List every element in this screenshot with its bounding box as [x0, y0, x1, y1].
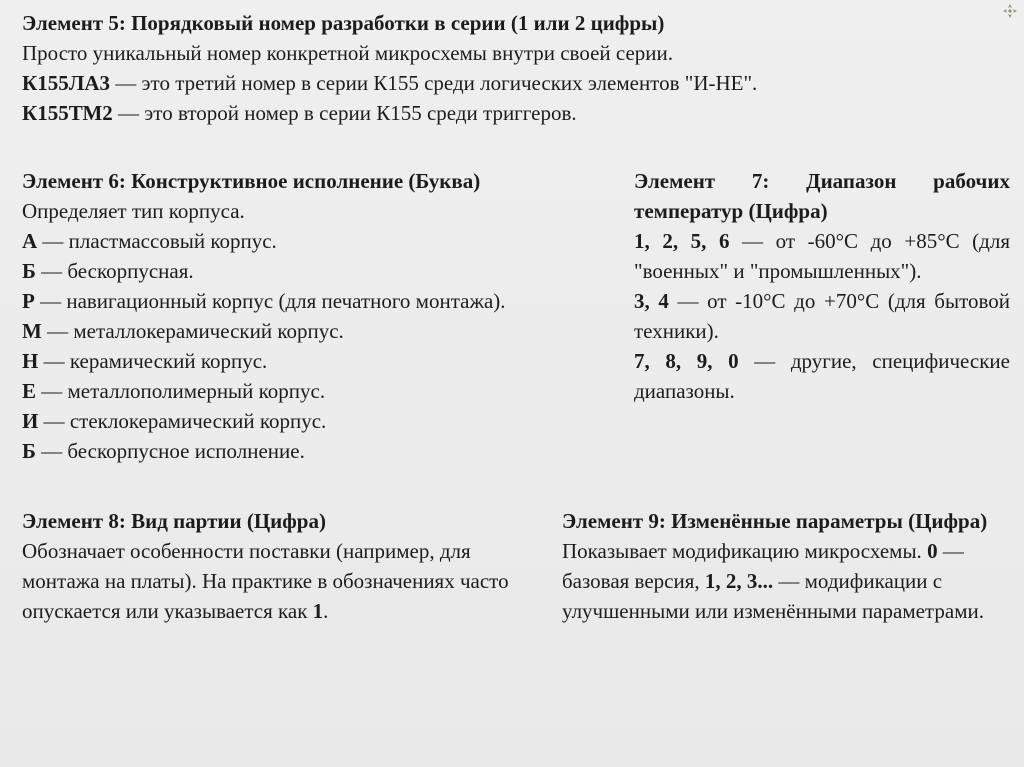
example-text: — это третий номер в серии К155 среди логических элементов "И-НЕ". [110, 71, 758, 95]
section-element-5 [22, 8, 1002, 128]
item-code: Б [22, 439, 36, 463]
item-code: 3, 4 [634, 289, 669, 313]
list-item [22, 256, 622, 286]
item-text: — бескорпусное исполнение. [35, 439, 305, 463]
section-description [22, 536, 542, 626]
item-text: — металлокерамический корпус. [41, 319, 344, 343]
section-description: Просто уникальный номер конкретной микросхемы внутри своей серии. [22, 41, 674, 65]
item-code: Р [22, 289, 35, 313]
description-code: 1 [312, 599, 324, 623]
section-title: Элемент 6: Конструктивное исполнение (Буква) [22, 169, 481, 193]
description-text: Показывает модификацию микросхемы. [562, 539, 928, 563]
example-line [22, 68, 1002, 98]
item-text: — от -10°C до +70°C (для бытовой техники). [634, 289, 1010, 343]
list-item [22, 376, 622, 406]
description-end: . [323, 599, 329, 623]
item-code: Б [22, 259, 36, 283]
description-text: Обозначает особенности поставки (например, для монтажа на платы). На практике в обозначениях часто опускается или указывается как [22, 539, 509, 623]
description-text: — базовая версия, [562, 539, 964, 593]
example-line [22, 98, 1002, 128]
example-code: К155ТМ2 [22, 101, 113, 125]
item-code: И [22, 409, 39, 433]
list-item [634, 226, 1010, 286]
section-description: Определяет тип корпуса. [22, 199, 245, 223]
item-code: М [22, 319, 42, 343]
item-text: — бескорпусная. [35, 259, 194, 283]
section-element-9 [562, 506, 1012, 626]
section-description [562, 536, 1012, 626]
item-code: А [22, 229, 38, 253]
example-code: К155ЛА3 [22, 71, 111, 95]
fleur-arrow-icon [1002, 3, 1018, 19]
item-text: — навигационный корпус (для печатного монтажа). [34, 289, 506, 313]
description-text: — модификации с улучшенными или изменёнными параметрами. [562, 569, 984, 623]
list-item [22, 316, 622, 346]
list-item [634, 286, 1010, 346]
section-element-8 [22, 506, 542, 626]
item-code: Е [22, 379, 37, 403]
list-item [22, 406, 622, 436]
example-text: — это второй номер в серии К155 среди триггеров. [112, 101, 577, 125]
item-text: — стеклокерамический корпус. [38, 409, 327, 433]
section-title: Элемент 7: Диапазон рабочих температур (Цифра) [634, 169, 1010, 223]
item-text: — от -60°C до +85°C (для "военных" и "промышленных"). [634, 229, 1010, 283]
section-title: Элемент 5: Порядковый номер разработки в серии (1 или 2 цифры) [22, 11, 665, 35]
list-item [22, 226, 622, 256]
item-text: — пластмассовый корпус. [37, 229, 277, 253]
section-title: Элемент 8: Вид партии (Цифра) [22, 509, 326, 533]
description-code: 1, 2, 3... [704, 569, 774, 593]
list-item [22, 436, 622, 466]
list-item [634, 346, 1010, 406]
description-code: 0 [927, 539, 938, 563]
list-item [22, 286, 622, 316]
item-text: — керамический корпус. [38, 349, 268, 373]
list-item [22, 346, 622, 376]
item-text: — другие, специфические диапазоны. [634, 349, 1010, 403]
section-element-7 [634, 166, 1010, 406]
item-text: — металлополимерный корпус. [36, 379, 326, 403]
item-code: 1, 2, 5, 6 [634, 229, 730, 253]
item-code: Н [22, 349, 39, 373]
section-element-6 [22, 166, 622, 466]
item-code: 7, 8, 9, 0 [634, 349, 739, 373]
section-title: Элемент 9: Изменённые параметры (Цифра) [562, 509, 988, 533]
